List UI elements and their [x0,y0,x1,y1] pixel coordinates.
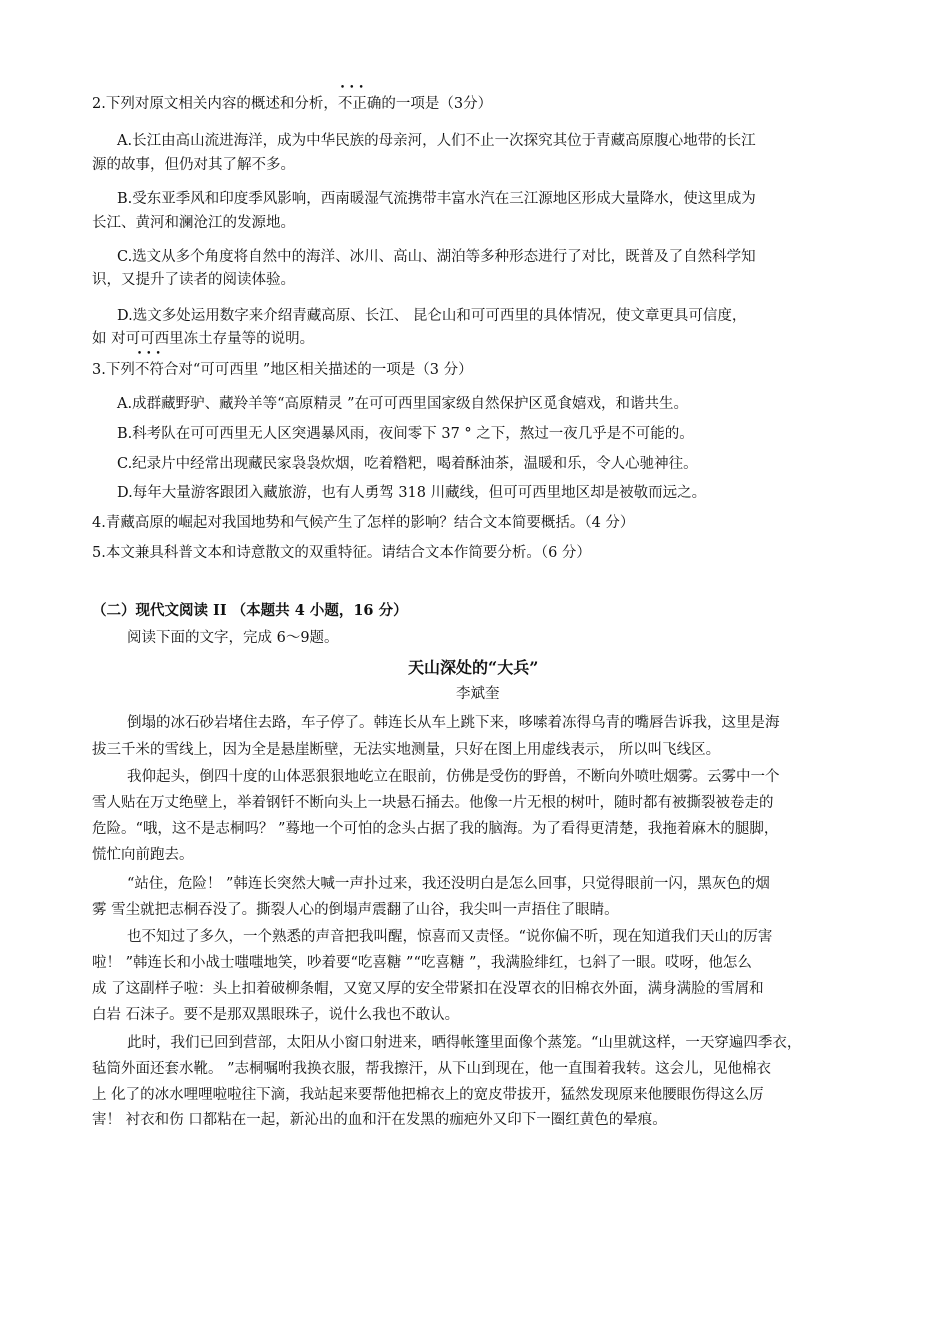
q2-option-c-line2: 识，又提升了读者的阅读体验。 [92,272,295,288]
q2-option-b-line2: 长江、黄河和澜沧江的发源地。 [92,215,295,231]
q2-stem: 2.下列对原文相关内容的概述和分析，••• 不正确的一项是（3分） [92,97,492,112]
article-line: “站住，危险！ ”韩连长突然大喊一声扑过来，我还没明白是怎么回事，只觉得眼前一闪，黑灰色的烟 [127,876,770,892]
q4-question: 4.青藏高原的崛起对我国地势和气候产生了怎样的影响？结合文本简要概括。（4 分） [92,515,635,531]
article-line: 白岩 石沫子。要不是那双黑眼珠子，说什么我也不敢认。 [92,1007,460,1023]
q3-emphasis: ••• 不符合 [135,363,179,378]
q2-emphasis: ••• 不正确 [338,97,382,112]
q5-question: 5.本文兼具科普文本和诗意散文的双重特征。请结合文本作简要分析。（6 分） [92,545,591,561]
article-line: 危险。“哦，这不是志桐吗？ ”蓦地一个可怕的念头占据了我的脑海。为了看得更清楚，我拖着麻木的腿脚， [92,821,779,837]
article-line: 上 化了的冰水哩哩啦啦往下滴，我站起来要帮他把棉衣上的宽皮带拔开，猛然发现原来他腰眼伤得这么厉 [92,1087,764,1103]
article-line: 拔三千米的雪线上，因为全是悬崖断壁，无法实地测量，只好在图上用虚线表示， 所以叫飞线区。 [92,742,721,758]
article-line: 此时，我们已回到营部，太阳从小窗口射进来，晒得帐篷里面像个蒸笼。“山里就这样，一天穿遍四季衣， [127,1035,802,1051]
article-title: 天山深处的“大兵” [408,658,539,677]
article-line: 雪人贴在万丈绝壁上，举着钢钎不断向头上一块悬石捅去。他像一片无根的树叶，随时都有被撕裂被卷走的 [92,795,774,811]
q2-option-b-line1: B.受东亚季风和印度季风影响，西南暖湿气流携带丰富水汽在三江源地区形成大量降水，使这里成为 [117,191,756,207]
q2-option-c-line1: C.选文从多个角度将自然中的海洋、冰川、高山、湖泊等多种形态进行了对比，既普及了自然科学知 [117,249,756,265]
article-line: 雾 雪尘就把志桐吞没了。撕裂人心的倒塌声震翻了山谷，我尖叫一声捂住了眼睛。 [92,902,619,918]
q3-option-a: A.成群藏野驴、藏羚羊等“高原精灵 ”在可可西里国家级自然保护区觅食嬉戏，和谐共生。 [117,396,689,412]
q2-option-a-line2: 源的故事，但仍对其了解不多。 [92,157,295,173]
article-line: 也不知过了多久，一个熟悉的声音把我叫醒，惊喜而又责怪。“说你偏不听，现在知道我们天山的厉害 [127,929,773,945]
q3-stem: 3.下列••• 不符合对“可可西里 ”地区相关描述的一项是（3 分） [92,363,473,378]
article-author: 李斌奎 [456,686,500,702]
article-line: 毡筒外面还套水靴。 ”志桐嘱咐我换衣服，帮我擦汗，从下山到现在，他一直围着我转。这会儿，见他棉衣 [92,1061,772,1077]
article-line: 啦！ ”韩连长和小战士嗤嗤地笑，吵着要“吃喜糖 ”“吃喜糖 ”，我满脸绯红，乜斜了一眼。哎呀，他怎么 [92,955,752,971]
article-line: 我仰起头，倒四十度的山体恶狠狠地屹立在眼前，仿佛是受伤的野兽，不断向外喷吐烟雾。云雾中一个 [127,769,780,785]
article-line: 成 了这副样子啦：头上扣着破柳条帽，又宽又厚的安全带紧扣在没罩衣的旧棉衣外面，满身满脸的雪屑和 [92,981,764,997]
article-line: 害！ 衬衣和伤 口都粘在一起，新沁出的血和汗在发黑的痂疤外又印下一圈红黄色的晕痕。 [92,1112,667,1128]
article-line: 倒塌的冰石砂岩堵住去路，车子停了。韩连长从车上跳下来，哆嗦着冻得乌青的嘴唇告诉我，这里是海 [127,715,780,731]
section-heading: （二）现代文阅读 II （本题共 4 小题，16 分） [92,602,408,619]
q2-option-a-line1: A.长江由高山流进海洋，成为中华民族的母亲河，人们不止一次探究其位于青藏高原腹心地带的长江 [117,133,756,149]
q2-option-d-line2: 如 对可可西里冻土存量等的说明。 [92,331,315,347]
q3-option-b: B.科考队在可可西里无人区突遇暴风雨，夜间零下 37 ° 之下，熬过一夜几乎是不可能的。 [117,426,694,442]
reading-instruction: 阅读下面的文字，完成 6～9题。 [127,630,339,646]
q3-option-c: C.纪录片中经常出现藏民家袅袅炊烟，吃着糌粑，喝着酥油茶，温暖和乐，令人心驰神往。 [117,456,698,472]
q3-option-d: D.每年大量游客跟团入藏旅游，也有人勇驾 318 川藏线，但可可西里地区却是被敬而远之。 [117,485,707,501]
article-line: 慌忙向前跑去。 [92,847,194,863]
q2-option-d-line1: D.选文多处运用数字来介绍青藏高原、长江、 昆仑山和可可西里的具体情况，使文章更具可信度， [117,308,747,324]
